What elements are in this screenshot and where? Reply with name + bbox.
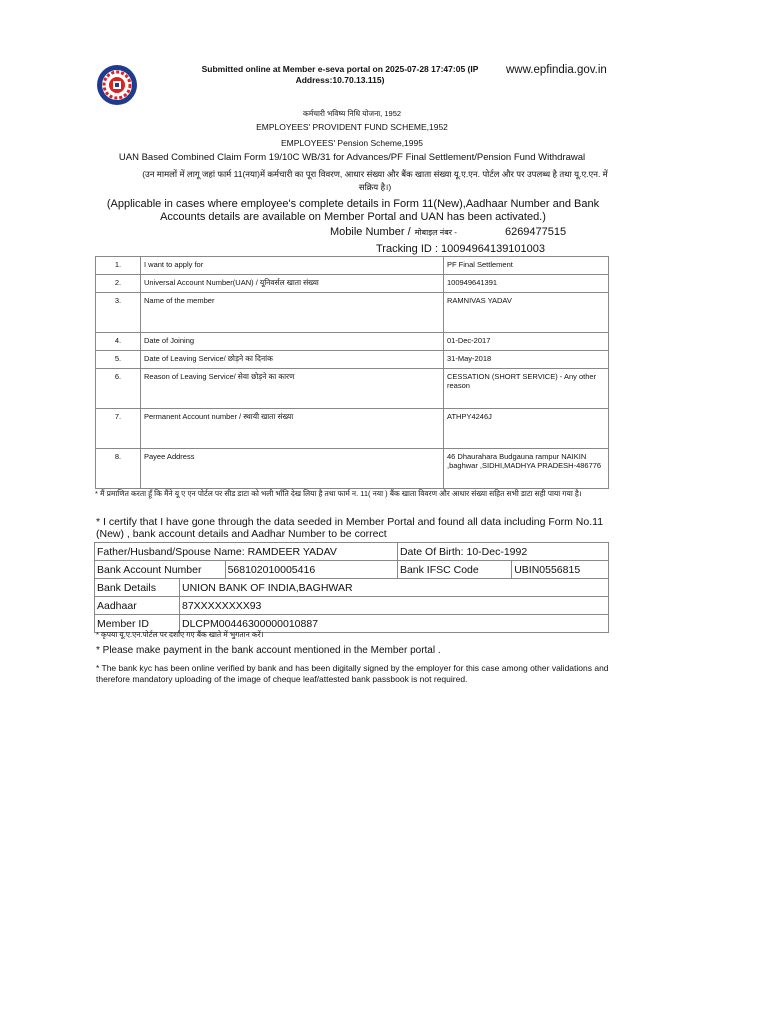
table-row [96, 275, 609, 293]
row-number: 6. [96, 369, 141, 409]
account-label: Bank Account Number [95, 561, 226, 579]
payment-note-hindi: * कृपया यू.ए.एन.पोर्टल पर दर्शाए गए बैंक खाते में भुगतान करें। [96, 630, 264, 639]
ifsc-value: UBIN0556815 [512, 561, 609, 579]
row-number: 5. [96, 351, 141, 369]
mobile-value: 6269477515 [504, 226, 567, 238]
payment-note: * Please make payment in the bank account mentioned in the Member portal . [96, 645, 441, 656]
submission-info: Submitted online at Member e-seva portal on 2025-07-28 17:47:05 (IP Address:10.70.13.115) [201, 64, 479, 85]
row-label: Permanent Account number / स्थायी खाता संख्या [141, 409, 444, 449]
table-row [96, 369, 609, 409]
mobile-label-hindi: मोबाइल नंबर - [414, 228, 457, 237]
account-value: 568102010005416 [225, 561, 397, 579]
table-row [95, 597, 609, 615]
kyc-note: * The bank kyc has been online verified by bank and has been digitally signed by the employer for this case among other validations and therefore mandatory uploading of the image of cheque leaf/attested bank passbook is not required. [96, 663, 609, 684]
mobile-label: Mobile Number / [330, 226, 411, 238]
row-number: 8. [96, 449, 141, 489]
aadhaar-value: 87XXXXXXXX93 [180, 597, 609, 615]
certification-text: * I certify that I have gone through the data seeded in Member Portal and found all data including Form No.11 (New) , bank account details and Aadhar Number to be correct [96, 516, 604, 540]
table-row [95, 561, 609, 579]
row-label: Payee Address [141, 449, 444, 489]
row-label: Name of the member [141, 293, 444, 333]
row-label: Reason of Leaving Service/ सेवा छोड़ने का कारण [141, 369, 444, 409]
aadhaar-label: Aadhaar [95, 597, 180, 615]
row-value: PF Final Settlement [444, 257, 609, 275]
row-label: Date of Leaving Service/ छोड़ने का दिनांक [141, 351, 444, 369]
epfo-logo-icon [96, 64, 138, 106]
applicability-note-hindi: (उन मामलों में लागू जहां फार्म 11(नया)में कर्मचारी का पूरा विवरण, आधार संख्या और बैंक खाता संख्या यू.ए.एन. पोर्टल और पर उपलब्ध है तथा यू.ए.एन. में सक्रिय है।) [142, 169, 608, 192]
bank-details-value: UNION BANK OF INDIA,BAGHWAR [180, 579, 609, 597]
date-of-birth: Date Of Birth: 10-Dec-1992 [397, 543, 608, 561]
row-value: 31-May-2018 [444, 351, 609, 369]
scheme-title-hindi: कर्मचारी भविष्य निधि योजना, 1952 [302, 109, 402, 118]
row-label: I want to apply for [141, 257, 444, 275]
row-number: 4. [96, 333, 141, 351]
table-row [95, 543, 609, 561]
form-title: UAN Based Combined Claim Form 19/10C WB/31 for Advances/PF Final Settlement/Pension Fund Withdrawal [118, 152, 586, 163]
applicability-note: (Applicable in cases where employee's complete details in Form 11(New),Aadhaar Number and Bank Accounts details are available on Member Portal and UAN has been activated.) [106, 198, 600, 223]
table-row [96, 351, 609, 369]
table-row [96, 449, 609, 489]
declaration-hindi: * मैं प्रमाणित करता हूँ कि मैंने यू ए एन पोर्टल पर सीड डाटा को भली भाँति देख लिया है तथा फार्म न. 11( नया ) बैंक खाता विवरण और आधार संख्या सहित सभी डाटा सही पाया गया है। [95, 489, 582, 498]
row-value: ATHPY4246J [444, 409, 609, 449]
table-row [95, 579, 609, 597]
tracking-id-line [376, 243, 545, 255]
scheme-title-eps: EMPLOYEES' Pension Scheme,1995 [281, 138, 423, 148]
tracking-label: Tracking ID : [376, 243, 438, 255]
row-value: 01-Dec-2017 [444, 333, 609, 351]
father-name: Father/Husband/Spouse Name: RAMDEER YADAV [95, 543, 398, 561]
row-number: 2. [96, 275, 141, 293]
row-label: Universal Account Number(UAN) / यूनिवर्सल खाता संख्या [141, 275, 444, 293]
table-row [96, 293, 609, 333]
table-row [96, 257, 609, 275]
website-url: www.epfindia.gov.in [506, 64, 607, 76]
row-value: 46 Dhaurahara Budgauna rampur NAIKIN ,baghwar ,SIDHI,MADHYA PRADESH-486776 [444, 449, 609, 489]
row-value: CESSATION (SHORT SERVICE) - Any other reason [444, 369, 609, 409]
row-value: 100949641391 [444, 275, 609, 293]
row-label: Date of Joining [141, 333, 444, 351]
table-row [96, 333, 609, 351]
bank-details-label: Bank Details [95, 579, 180, 597]
bank-details-table [94, 542, 609, 633]
row-number: 7. [96, 409, 141, 449]
row-number: 1. [96, 257, 141, 275]
row-value: RAMNIVAS YADAV [444, 293, 609, 333]
row-number: 3. [96, 293, 141, 333]
claim-details-table [95, 256, 609, 489]
member-id-label: Member ID [95, 615, 180, 633]
tracking-value: 10094964139101003 [441, 243, 546, 255]
ifsc-label: Bank IFSC Code [397, 561, 511, 579]
table-row [96, 409, 609, 449]
scheme-title-epf: EMPLOYEES' PROVIDENT FUND SCHEME,1952 [256, 122, 448, 132]
member-id-value: DLCPM00446300000010887 [180, 615, 609, 633]
mobile-number-line [330, 226, 566, 238]
